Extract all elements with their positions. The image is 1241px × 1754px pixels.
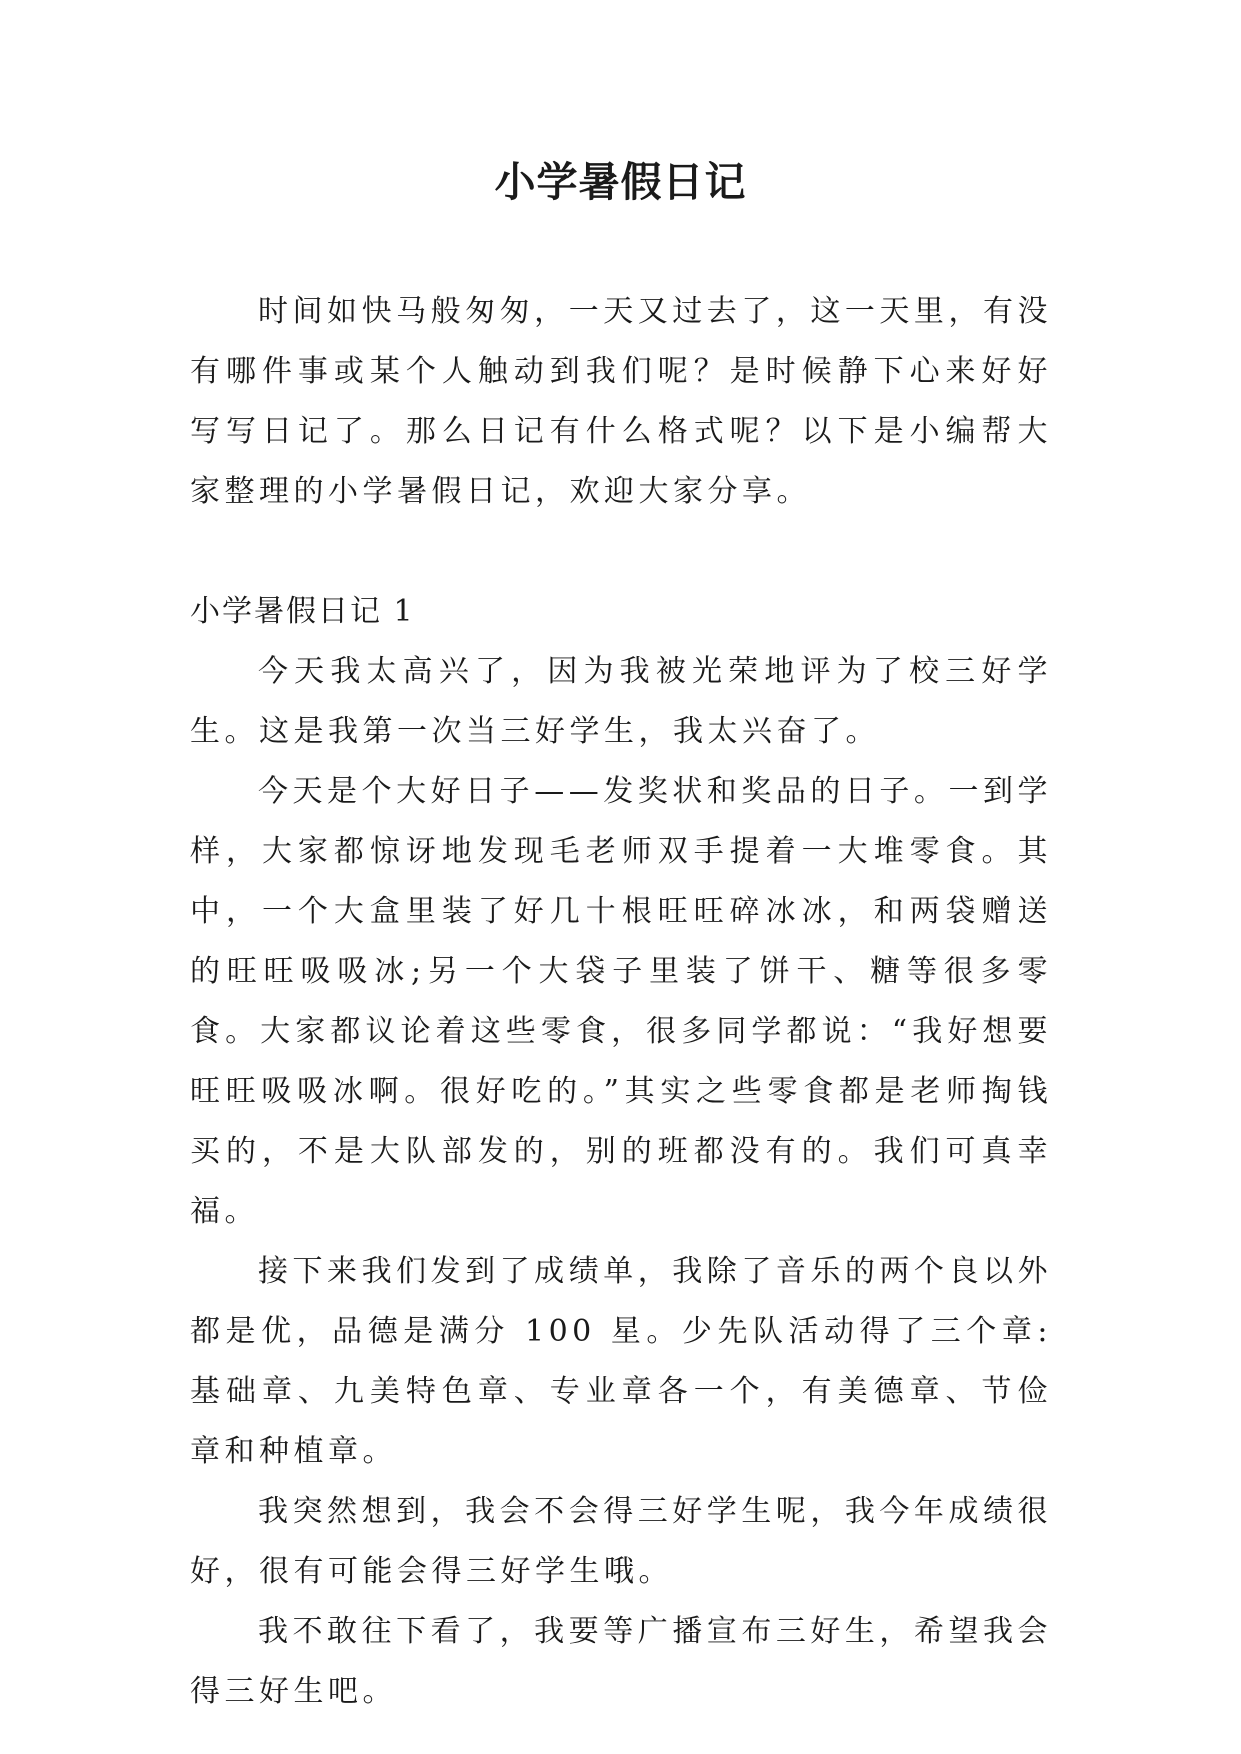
diary-paragraph-1: 今天我太高兴了，因为我被光荣地评为了校三好学生。这是我第一次当三好学生，我太兴奋了。 (190, 654, 1052, 749)
document-title: 小学暑假日记 (494, 158, 747, 206)
diary-paragraph-2: 今天是个大好日子——发奖状和奖品的日子。一到学样，大家都惊讶地发现毛老师双手提着一大堆零食。其中，一个大盒里装了好几十根旺旺碎冰冰，和两袋赠送的旺旺吸吸冰;另一个大袋子里装了饼干、糖等很多零食。大家都议论着这些零食，很多同学都说：“我好想要旺旺吸吸冰啊。很好吃的。”其实之些零食都是老师掏钱买的，不是大队部发的，别的班都没有的。我们可真幸福。 (190, 774, 1052, 1229)
section-heading: 小学暑假日记 1 (190, 594, 415, 629)
diary-paragraph-5: 我不敢往下看了，我要等广播宣布三好生，希望我会得三好生吧。 (190, 1614, 1052, 1709)
document-body (190, 282, 1052, 1722)
intro-paragraph: 时间如快马般匆匆，一天又过去了，这一天里，有没有哪件事或某个人触动到我们呢？是时候静下心来好好写写日记了。那么日记有什么格式呢？以下是小编帮大家整理的小学暑假日记，欢迎大家分享。 (190, 294, 1052, 509)
diary-paragraph-3: 接下来我们发到了成绩单，我除了音乐的两个良以外都是优，品德是满分 100 星。少先队活动得了三个章: 基础章、九美特色章、专业章各一个，有美德章、节俭章和种植章。 (190, 1254, 1052, 1469)
diary-paragraph-4: 我突然想到，我会不会得三好学生呢，我今年成绩很好，很有可能会得三好学生哦。 (190, 1494, 1052, 1589)
section-gap (190, 522, 1052, 582)
